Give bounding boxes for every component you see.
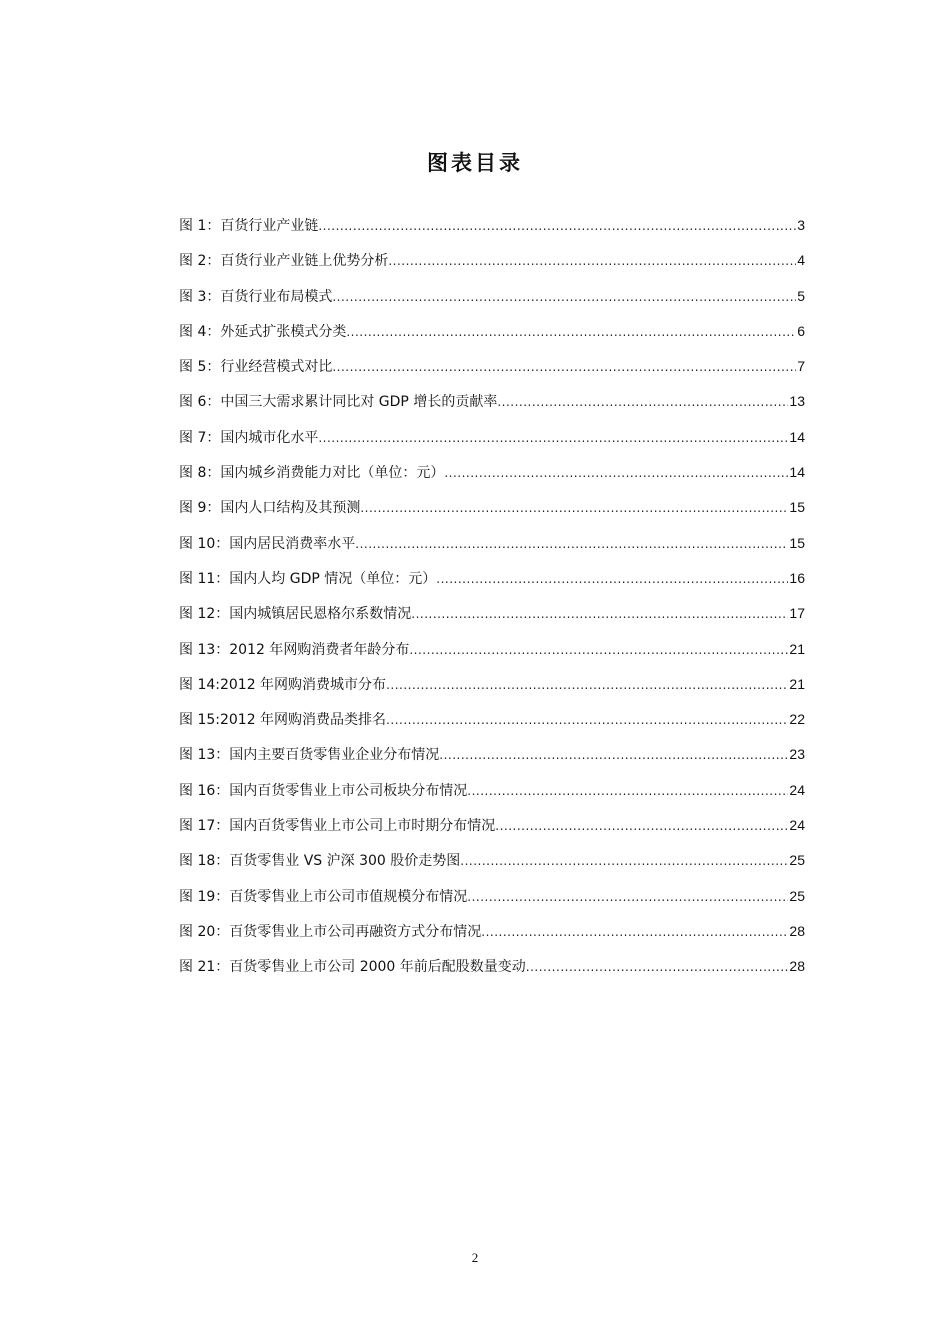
- toc-dot-leader: [481, 918, 788, 946]
- toc-entry-page: 15: [789, 499, 805, 516]
- toc-entry-label: 图 5：行业经营模式对比: [179, 359, 333, 376]
- toc-entry-page: 4: [797, 252, 805, 269]
- toc-dot-leader: [436, 565, 788, 593]
- toc-entry-page: 14: [789, 428, 805, 445]
- toc-entry-label: 图 15:2012 年网购消费品类排名: [179, 712, 387, 729]
- toc-entry[interactable]: [179, 811, 805, 846]
- toc-entry-label: 图 13：国内主要百货零售业企业分布情况: [179, 747, 440, 764]
- toc-entry[interactable]: [179, 670, 805, 705]
- page-number: 2: [471, 1250, 479, 1265]
- toc-entry-label: 图 12：国内城镇居民恩格尔系数情况: [179, 606, 412, 623]
- toc-entry-page: 14: [789, 464, 805, 481]
- toc-entry[interactable]: [179, 846, 805, 881]
- toc-entry-label: 图 18：百货零售业 VS 沪深 300 股价走势图: [179, 853, 461, 870]
- toc-dot-leader: [495, 812, 788, 840]
- toc-entry[interactable]: [179, 882, 805, 917]
- toc-entry[interactable]: [179, 529, 805, 564]
- toc-entry-page: 13: [789, 393, 805, 410]
- toc-entry[interactable]: [179, 917, 805, 952]
- toc-entry[interactable]: [179, 705, 805, 740]
- toc-entry[interactable]: [179, 352, 805, 387]
- toc-dot-leader: [355, 530, 788, 558]
- toc-entry-label: 图 13：2012 年网购消费者年龄分布: [179, 641, 410, 658]
- toc-dot-leader: [318, 212, 796, 240]
- toc-dot-leader: [460, 847, 788, 875]
- toc-entry-page: 23: [789, 746, 805, 763]
- toc-entry-page: 5: [797, 287, 805, 304]
- toc-dot-leader: [467, 883, 788, 911]
- toc-dot-leader: [444, 459, 788, 487]
- toc-dot-leader: [409, 636, 788, 664]
- toc-entry-label: 图 2：百货行业产业链上优势分析: [179, 253, 389, 270]
- toc-entry-label: 图 19：百货零售业上市公司市值规模分布情况: [179, 888, 468, 905]
- toc-entry-page: 22: [789, 711, 805, 728]
- toc-dot-leader: [439, 741, 788, 769]
- toc-dot-leader: [360, 494, 788, 522]
- toc-entry-label: 图 14:2012 年网购消费城市分布: [179, 676, 387, 693]
- toc-entry[interactable]: [179, 952, 805, 987]
- toc-dot-leader: [467, 777, 788, 805]
- toc-list: [179, 211, 805, 988]
- toc-entry-label: 图 11：国内人均 GDP 情况（单位：元）: [179, 570, 437, 587]
- toc-entry-page: 28: [789, 958, 805, 975]
- toc-entry-label: 图 7：国内城市化水平: [179, 429, 319, 446]
- toc-entry-page: 21: [789, 675, 805, 692]
- toc-entry[interactable]: [179, 246, 805, 281]
- toc-entry-page: 6: [797, 322, 805, 339]
- toc-entry-page: 17: [789, 605, 805, 622]
- toc-dot-leader: [332, 283, 796, 311]
- toc-entry[interactable]: [179, 387, 805, 422]
- toc-entry[interactable]: [179, 493, 805, 528]
- toc-entry-label: 图 1：百货行业产业链: [179, 218, 319, 234]
- toc-entry-page: 3: [797, 217, 805, 233]
- toc-entry[interactable]: [179, 740, 805, 775]
- toc-entry[interactable]: [179, 423, 805, 458]
- toc-dot-leader: [332, 353, 796, 381]
- toc-entry[interactable]: [179, 317, 805, 352]
- toc-entry[interactable]: [179, 564, 805, 599]
- toc-entry[interactable]: [179, 599, 805, 634]
- toc-entry[interactable]: [179, 211, 805, 246]
- page-title: 图表目录: [427, 151, 523, 175]
- toc-entry[interactable]: [179, 635, 805, 670]
- toc-entry-label: 图 6：中国三大需求累计同比对 GDP 增长的贡献率: [179, 394, 498, 411]
- toc-entry-page: 7: [797, 358, 805, 375]
- toc-entry-page: 24: [789, 781, 805, 798]
- toc-dot-leader: [386, 671, 788, 699]
- toc-entry-page: 25: [789, 887, 805, 904]
- toc-entry-page: 15: [789, 534, 805, 551]
- toc-entry[interactable]: [179, 776, 805, 811]
- toc-dot-leader: [497, 388, 788, 416]
- toc-entry-label: 图 17：国内百货零售业上市公司上市时期分布情况: [179, 818, 496, 835]
- toc-entry-label: 图 4：外延式扩张模式分类: [179, 323, 347, 340]
- toc-entry[interactable]: [179, 458, 805, 493]
- toc-dot-leader: [346, 318, 796, 346]
- toc-entry-label: 图 21：百货零售业上市公司 2000 年前后配股数量变动: [179, 959, 526, 976]
- toc-dot-leader: [386, 706, 788, 734]
- toc-dot-leader: [318, 424, 788, 452]
- toc-entry-label: 图 8：国内城乡消费能力对比（单位：元）: [179, 465, 445, 482]
- toc-dot-leader: [526, 953, 789, 981]
- toc-entry[interactable]: [179, 282, 805, 317]
- toc-entry-label: 图 9：国内人口结构及其预测: [179, 500, 361, 517]
- toc-entry-page: 21: [789, 640, 805, 657]
- toc-entry-label: 图 10：国内居民消费率水平: [179, 535, 356, 552]
- toc-entry-page: 16: [789, 569, 805, 586]
- toc-entry-label: 图 3：百货行业布局模式: [179, 288, 333, 305]
- toc-entry-label: 图 16：国内百货零售业上市公司板块分布情况: [179, 782, 468, 799]
- toc-entry-page: 24: [789, 817, 805, 834]
- toc-dot-leader: [388, 247, 796, 275]
- toc-dot-leader: [411, 600, 788, 628]
- toc-entry-page: 28: [789, 922, 805, 939]
- toc-entry-page: 25: [789, 852, 805, 869]
- toc-entry-label: 图 20：百货零售业上市公司再融资方式分布情况: [179, 923, 482, 940]
